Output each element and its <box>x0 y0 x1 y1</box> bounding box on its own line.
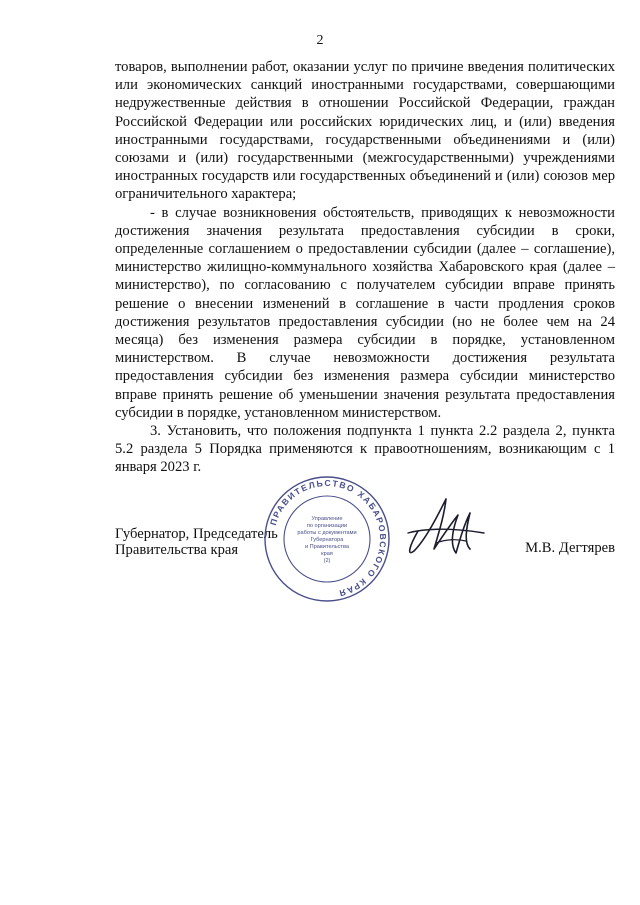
stamp-center-line: края <box>321 551 333 557</box>
handwritten-signature <box>400 487 490 567</box>
stamp-center-text <box>297 516 356 564</box>
stamp-ring-text: ПРАВИТЕЛЬСТВО ХАБАРОВСКОГО КРАЯ <box>267 477 389 599</box>
stamp-seal-graphic <box>262 474 392 604</box>
stamp-center-line: (2) <box>323 558 331 564</box>
paragraph-item: - в случае возникновения обстоятельств, приводящих к невозможности достижения значения результата предоставления субсидии в сроки, определенные соглашением о предоставлении субсидии (далее – соглашение), министерство жилищно-коммунального хозяйства Хабаровского края (далее – министерство), по согласованию с получателем субсидии вправе принять решение о внесении изменений в соглашение в части продления сроков достижения результатов предоставления субсидии (но не более чем на 24 месяца) без изменения размера субсидии в порядке, установленном министерством. В случае невозможности достижения результата предоставления субсидии без изменения размера субсидии министерство вправе принять решение об уменьшении значения результата предоставления субсидии в порядке, установленном министерством. <box>115 204 615 421</box>
signature-graphic <box>400 487 490 567</box>
stamp-center-line: работы с документами <box>297 530 357 536</box>
document-body <box>115 58 615 477</box>
signatory-title-line2: Правительства края <box>115 542 239 558</box>
stamp-center-line: и Правительства <box>305 544 349 550</box>
stamp-center-line: по организации <box>306 523 348 529</box>
paragraph-3: 3. Установить, что положения подпункта 1 пункта 2.2 раздела 2, пункта 5.2 раздела 5 Порядка применяются к правоотношениям, возникающим с 1 января 2023 г. <box>115 423 615 476</box>
official-stamp <box>262 474 392 604</box>
stamp-center-line: Управление <box>311 516 343 522</box>
page-number: 2 <box>316 33 324 48</box>
signatory-title-line1: Губернатор, Председатель <box>115 526 278 542</box>
stamp-center-line: Губернатора <box>310 537 344 543</box>
signatory-name: М.В. Дегтярев <box>525 540 615 556</box>
paragraph-continued: товаров, выполнении работ, оказании услуг по причине введения политических или экономических санкций иностранными государствами, совершающими недружественные действия в отношении Российской Федерации, граждан Российской Федерации или российских юридических лиц, и (или) введения иностранными государствами, государственными объединениями и (или) союзами и (или) государственными (межгосударственными) учреждениями иностранных государств или государственных объединений и (или) союзов мер ограничительного характера; <box>115 59 615 203</box>
